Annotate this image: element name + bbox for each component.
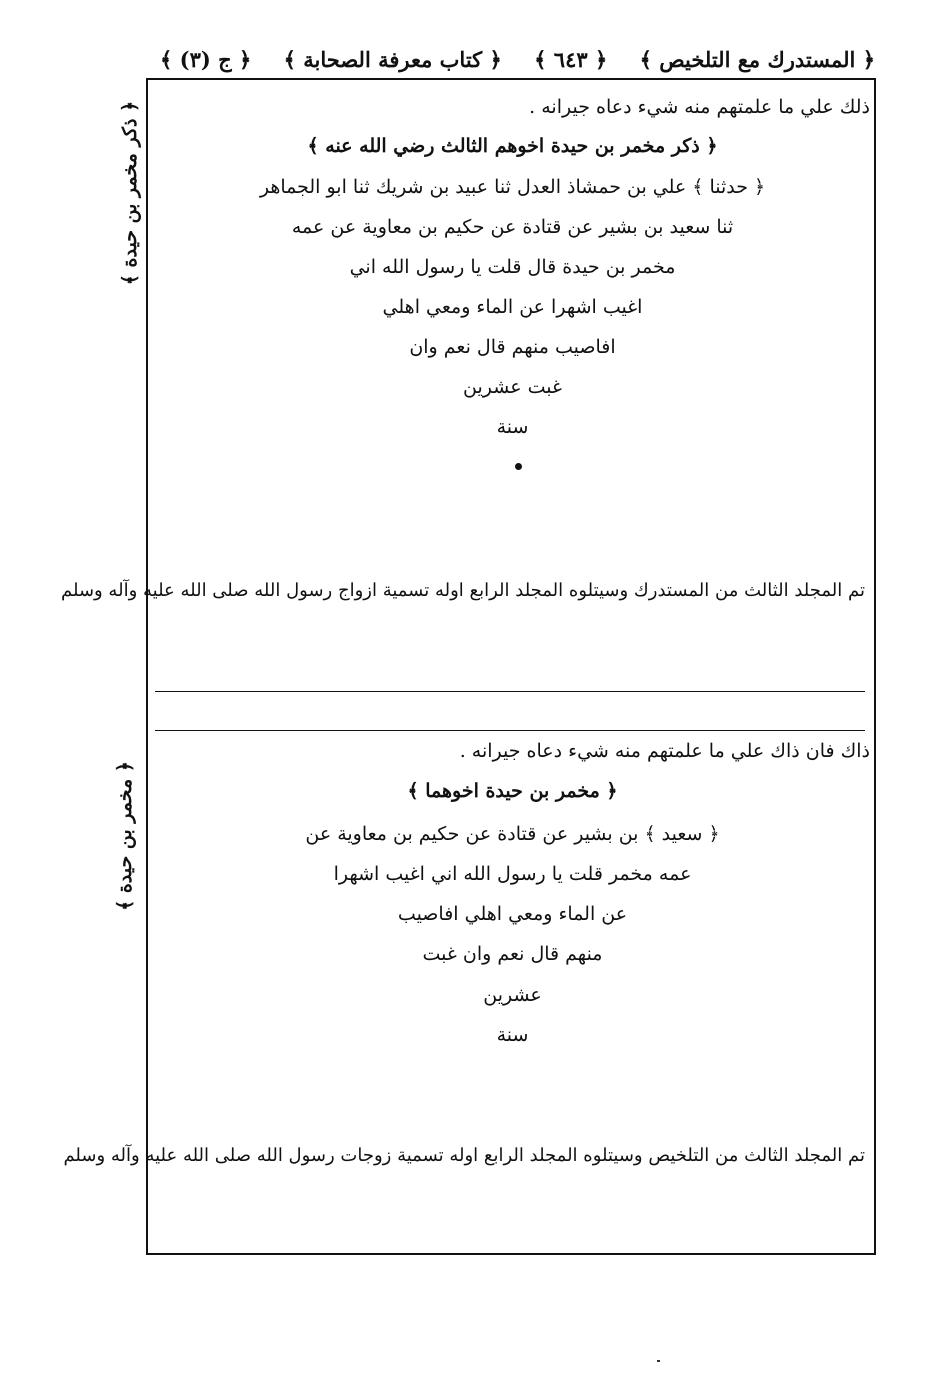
mustadrak-matn-line: غبت عشرين — [463, 376, 562, 398]
talkhis-line: سنة — [496, 1024, 529, 1046]
talkhis-line: منهم قال نعم وان غبت — [422, 943, 603, 965]
margin-note-bottom: ﴿ مخمر بن حيدة ﴾ — [113, 761, 136, 911]
margin-note-top: ﴿ ذكر مخمر بن حيدة ﴾ — [119, 100, 142, 286]
mustadrak-matn-line: سنة — [496, 416, 529, 438]
talkhis-line: ﴿ سعيد ﴾ بن بشير عن قتادة عن حكيم بن معاوية عن — [305, 823, 720, 845]
book-title: ﴿ المستدرك مع التلخيص ﴾ — [639, 46, 875, 72]
chapter-title: ﴿ كتاب معرفة الصحابة ﴾ — [283, 46, 502, 72]
mustadrak-isnad-line: ثنا سعيد بن بشير عن قتادة عن حكيم بن معاوية عن عمه — [291, 216, 734, 238]
page-header — [160, 40, 875, 78]
mustadrak-matn-line: اغيب اشهرا عن الماء ومعي اهلي — [382, 296, 643, 318]
volume-label: ﴿ ج (٣) ﴾ — [160, 46, 252, 72]
end-dot — [515, 463, 522, 470]
mustadrak-colophon: تم المجلد الثالث من المستدرك وسيتلوه المجلد الرابع اوله تسمية ازواج رسول الله صلى الله عليه وآله وسلم — [61, 580, 865, 601]
talkhis-opening-line: ذاك فان ذاك علي ما علمتهم منه شيء دعاه جيرانه . — [459, 740, 870, 762]
mustadrak-opening-line: ذلك علي ما علمتهم منه شيء دعاه جيرانه . — [529, 96, 870, 118]
mustadrak-heading: ﴿ ذكر مخمر بن حيدة اخوهم الثالث رضي الله عنه ﴾ — [307, 135, 718, 157]
mustadrak-matn-line: افاصيب منهم قال نعم وان — [409, 336, 616, 358]
talkhis-line: عن الماء ومعي اهلي افاصيب — [397, 903, 628, 925]
talkhis-colophon: تم المجلد الثالث من التلخيص وسيتلوه المجلد الرابع اوله تسمية زوجات رسول الله صلى الله عليه وآله وسلم — [63, 1145, 865, 1166]
divider-rule-lower — [155, 730, 865, 731]
talkhis-heading: ﴿ مخمر بن حيدة اخوهما ﴾ — [407, 780, 618, 802]
divider-rule-upper — [155, 691, 865, 692]
talkhis-line: عمه مخمر قلت يا رسول الله اني اغيب اشهرا — [333, 863, 692, 885]
talkhis-line: عشرين — [483, 984, 542, 1006]
mustadrak-isnad-line: ﴿ حدثنا ﴾ علي بن حمشاذ العدل ثنا عبيد بن شريك ثنا ابو الجماهر — [259, 176, 766, 198]
scan-speck — [657, 1360, 660, 1362]
page-number: ﴿ ٦٤٣ ﴾ — [534, 46, 608, 72]
mustadrak-matn-line: مخمر بن حيدة قال قلت يا رسول الله اني — [349, 256, 676, 278]
